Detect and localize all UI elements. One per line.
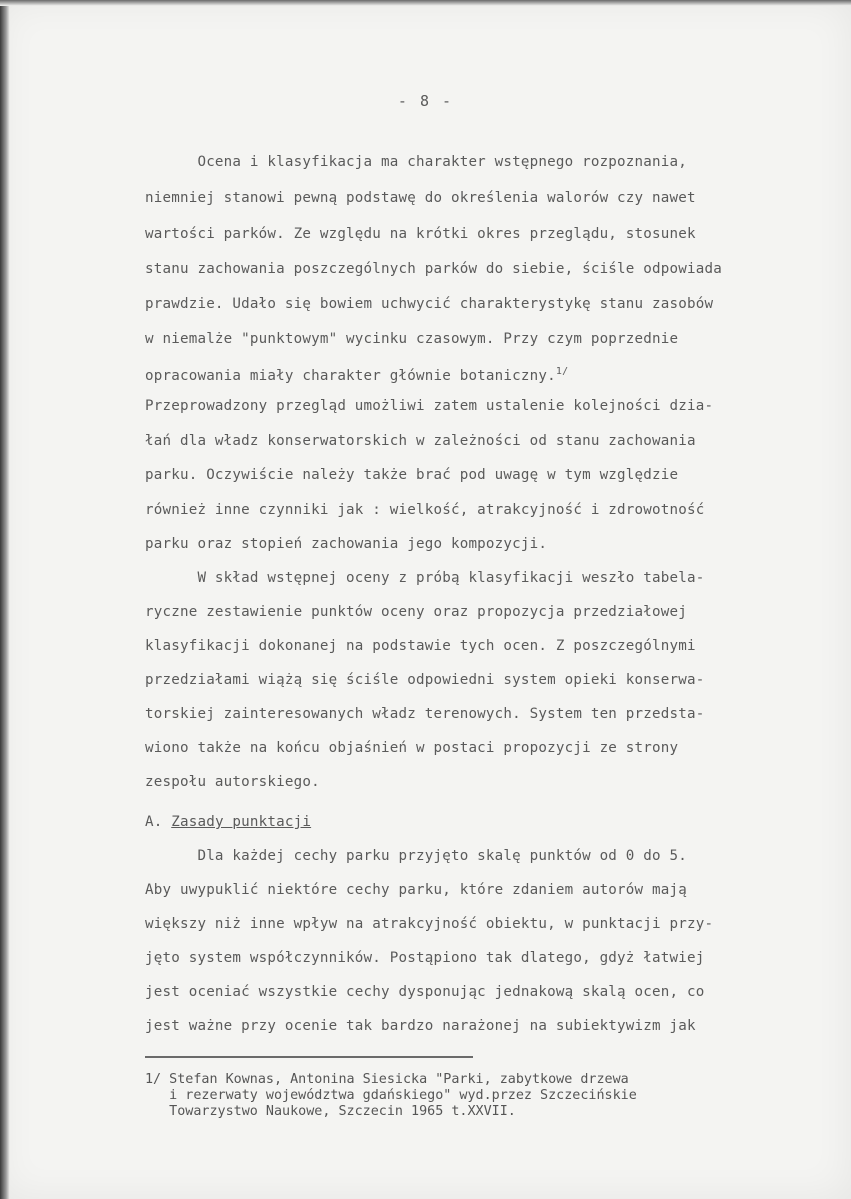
text-line: Przeprowadzony przegląd umożliwi zatem ustalenie kolejności dzia- xyxy=(145,398,714,414)
text-line: większy niż inne wpływ na atrakcyjność obiektu, w punktacji przy- xyxy=(145,916,714,932)
text-line xyxy=(145,362,825,386)
footnote-line: Towarzystwo Naukowe, Szczecin 1965 t.XXVII. xyxy=(145,1104,516,1119)
text-line: stanu zachowania poszczególnych parków do siebie, ściśle odpowiada xyxy=(145,261,722,277)
text-line: zespołu autorskiego. xyxy=(145,774,320,790)
text-line: wiono także na końcu objaśnień w postaci propozycji ze strony xyxy=(145,740,679,756)
text-line: Aby uwypuklić niektóre cechy parku, które zdaniem autorów mają xyxy=(145,882,687,898)
text-line: parku. Oczywiście należy także brać pod uwagę w tym względzie xyxy=(145,467,679,483)
text-line: wartości parków. Ze względu na krótki okres przeglądu, stosunek xyxy=(145,226,696,242)
text-line: Dla każdej cechy parku przyjęto skalę punktów od 0 do 5. xyxy=(145,848,687,864)
text-line: prawdzie. Udało się bowiem uchwycić charakterystykę stanu zasobów xyxy=(145,296,714,312)
section-heading xyxy=(145,812,825,832)
text-line: Ocena i klasyfikacja ma charakter wstępnego rozpoznania, xyxy=(145,154,687,170)
page-number: - 8 - xyxy=(397,92,454,110)
text-line: niemniej stanowi pewną podstawę do określenia walorów czy nawet xyxy=(145,190,696,206)
text-line: jest oceniać wszystkie cechy dysponując jednakową skalą ocen, co xyxy=(145,984,705,1000)
text-line: parku oraz stopień zachowania jego kompozycji. xyxy=(145,536,548,552)
footnote-line: i rezerwaty województwa gdańskiego" wyd.przez Szczecińskie xyxy=(145,1088,637,1103)
section-title: Zasady punktacji xyxy=(171,814,312,830)
scan-edge-top xyxy=(0,0,851,6)
text-line: torskiej zainteresowanych władz terenowych. System ten przedsta- xyxy=(145,706,705,722)
scan-edge-left xyxy=(0,0,10,1199)
text-line-content: opracowania miały charakter głównie botaniczny. xyxy=(145,368,556,384)
text-line: w niemalże "punktowym" wycinku czasowym. Przy czym poprzednie xyxy=(145,331,679,347)
text-line: ryczne zestawienie punktów oceny oraz propozycja przedziałowej xyxy=(145,604,687,620)
text-line: przedziałami wiążą się ściśle odpowiedni system opieki konserwa- xyxy=(145,672,705,688)
text-line: klasyfikacji dokonanej na podstawie tych ocen. Z poszczególnymi xyxy=(145,638,696,654)
text-line: W skład wstępnej oceny z próbą klasyfikacji weszło tabela- xyxy=(145,570,705,586)
text-line: jęto system współczynników. Postąpiono tak dlatego, gdyż łatwiej xyxy=(145,950,705,966)
footnote-marker: 1/ xyxy=(555,366,569,377)
footnote-line: 1/ Stefan Kownas, Antonina Siesicka "Parki, zabytkowe drzewa xyxy=(145,1072,629,1087)
section-prefix: A. xyxy=(145,814,172,830)
text-line: również inne czynniki jak : wielkość, atrakcyjność i zdrowotność xyxy=(145,502,705,518)
text-line: jest ważne przy ocenie tak bardzo narażonej na subiektywizm jak xyxy=(145,1018,696,1034)
footnote-separator xyxy=(145,1056,473,1058)
text-line: łań dla władz konserwatorskich w zależności od stanu zachowania xyxy=(145,433,696,449)
